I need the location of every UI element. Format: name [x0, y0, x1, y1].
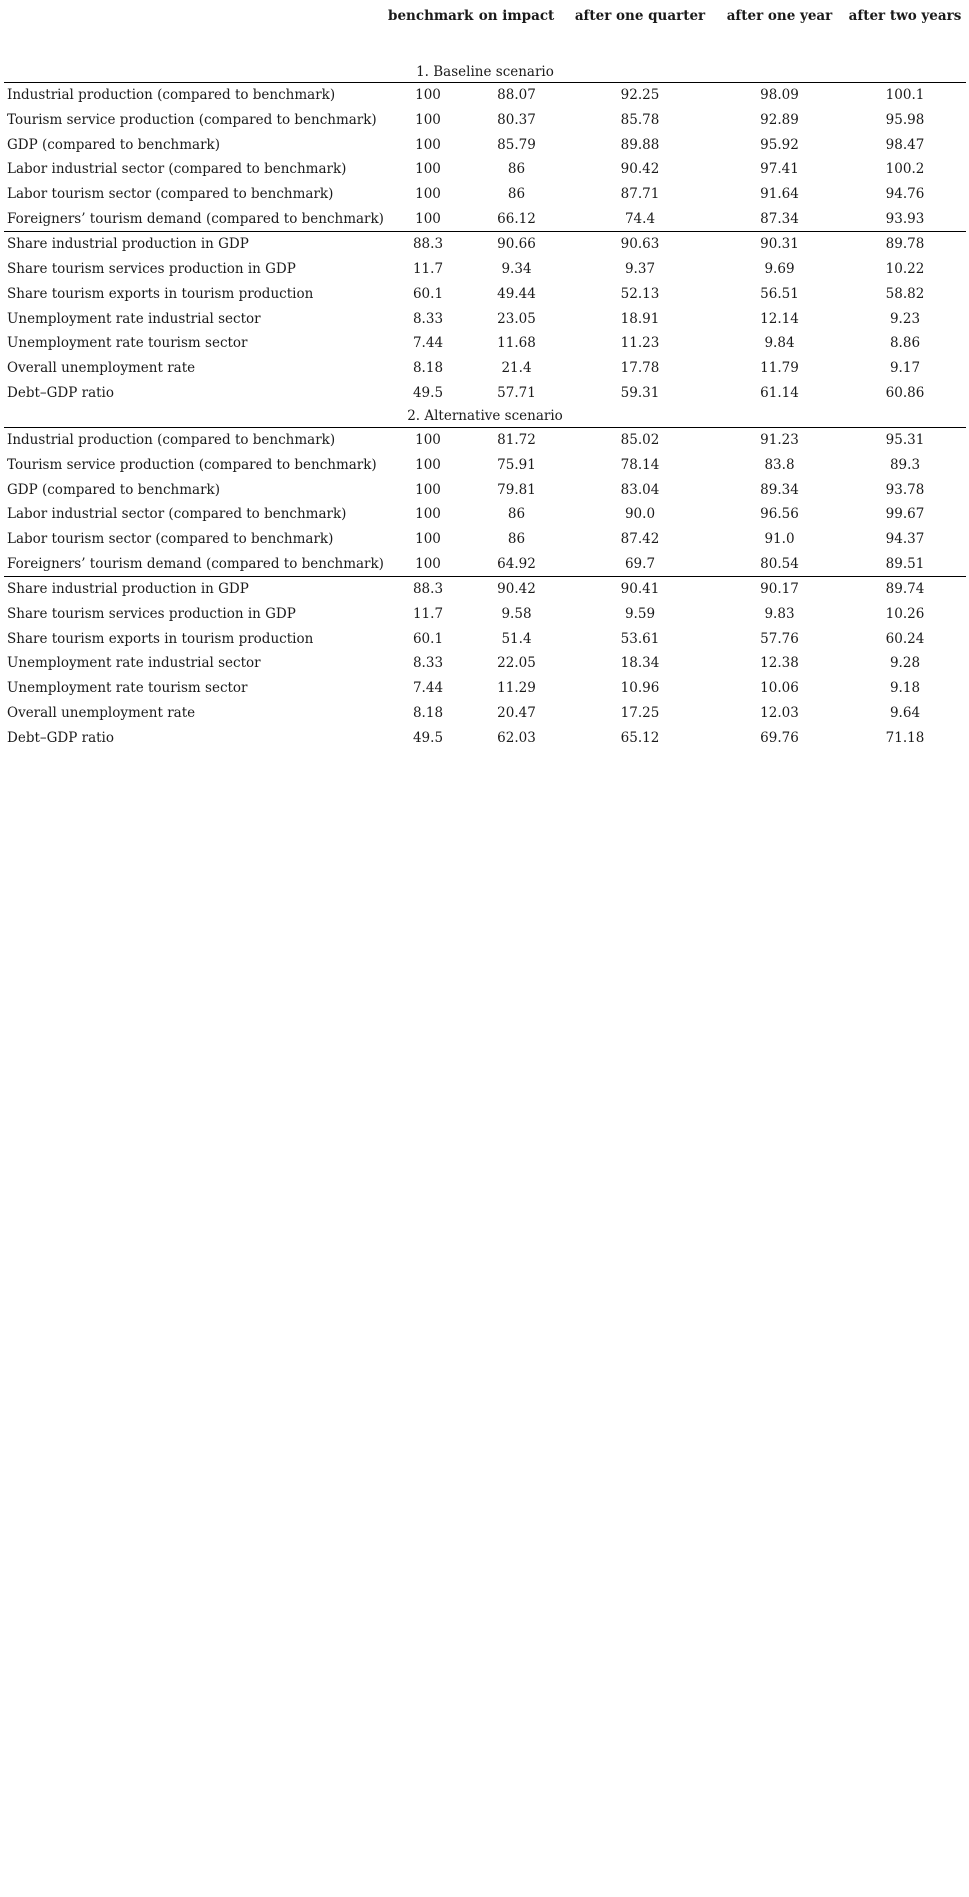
- cell-after-one-quarter: 90.41: [620, 581, 660, 598]
- table-row: [4, 427, 966, 452]
- cell-after-two-years: 10.26: [885, 606, 925, 623]
- cell-benchmark: 100: [415, 161, 441, 178]
- cell-benchmark: 8.33: [412, 655, 444, 672]
- column-header-label: [4, 4, 388, 32]
- cell-after-one-quarter: 85.78: [620, 112, 660, 129]
- row-label: Tourism service production (compared to benchmark): [7, 456, 377, 473]
- table-row: [4, 157, 966, 182]
- cell-after-one-year: 11.79: [760, 359, 799, 376]
- cell-after-one-quarter: 18.91: [620, 310, 660, 327]
- cell-after-two-years: 9.23: [889, 310, 921, 327]
- scenario-title: 2. Alternative scenario: [4, 405, 966, 428]
- table-row: [4, 676, 966, 701]
- cell-on-impact: 75.91: [497, 456, 536, 473]
- cell-after-one-quarter: 87.42: [620, 531, 660, 548]
- cell-after-one-quarter: 17.78: [620, 359, 660, 376]
- scenario-title: 1. Baseline scenario: [4, 62, 966, 83]
- cell-on-impact: 86: [507, 531, 526, 548]
- row-label: Unemployment rate tourism sector: [7, 335, 248, 352]
- cell-after-one-quarter: 59.31: [620, 384, 660, 401]
- cell-after-two-years: 93.93: [844, 206, 966, 231]
- cell-after-two-years: 71.18: [885, 729, 925, 746]
- cell-benchmark: 49.5: [412, 729, 444, 746]
- cell-after-two-years: 89.51: [844, 551, 966, 576]
- row-label: Share industrial production in GDP: [7, 236, 249, 253]
- table-row: [4, 651, 966, 676]
- row-label: Share industrial production in GDP: [7, 581, 249, 598]
- table-row: [4, 331, 966, 356]
- cell-on-impact: 57.71: [497, 384, 536, 401]
- cell-after-two-years: 100.1: [885, 87, 925, 104]
- cell-after-one-year: 98.09: [760, 87, 799, 104]
- cell-on-impact: 81.72: [497, 432, 536, 449]
- row-label: Foreigners’ tourism demand (compared to benchmark): [4, 206, 388, 231]
- cell-on-impact: 11.68: [497, 335, 536, 352]
- cell-on-impact: 64.92: [468, 551, 565, 576]
- column-header-benchmark: benchmark: [388, 8, 474, 24]
- cell-on-impact: 88.07: [497, 87, 536, 104]
- cell-after-two-years: 9.64: [889, 704, 921, 721]
- column-header-on-impact: on impact: [478, 8, 555, 24]
- row-label: Foreigners’ tourism demand (compared to benchmark): [4, 551, 388, 576]
- table-row: [4, 502, 966, 527]
- table-row: [4, 527, 966, 552]
- row-label: Labor tourism sector (compared to benchmark): [7, 186, 334, 203]
- cell-on-impact: 79.81: [497, 481, 536, 498]
- cell-after-two-years: 60.86: [885, 384, 925, 401]
- table-row: [4, 477, 966, 502]
- cell-after-one-quarter: 87.71: [620, 186, 660, 203]
- cell-after-two-years: 58.82: [885, 285, 925, 302]
- cell-after-one-quarter: 78.14: [620, 456, 660, 473]
- cell-on-impact: 86: [507, 161, 526, 178]
- table-row: [4, 83, 966, 108]
- cell-after-one-quarter: 85.02: [620, 432, 660, 449]
- cell-after-one-quarter: 92.25: [620, 87, 660, 104]
- cell-after-one-quarter: 9.59: [624, 606, 656, 623]
- table-row: [4, 306, 966, 331]
- table-row: [4, 356, 966, 381]
- cell-benchmark: 88.3: [412, 581, 444, 598]
- cell-benchmark: 7.44: [412, 335, 444, 352]
- cell-after-two-years: 9.17: [889, 359, 921, 376]
- cell-after-one-year: 97.41: [760, 161, 799, 178]
- cell-after-one-quarter: 18.34: [620, 655, 660, 672]
- cell-after-one-quarter: 83.04: [620, 481, 660, 498]
- cell-on-impact: 90.42: [497, 581, 536, 598]
- row-label: Unemployment rate industrial sector: [7, 655, 261, 672]
- cell-benchmark: 11.7: [412, 261, 444, 278]
- cell-on-impact: 21.4: [501, 359, 532, 376]
- row-label: Share tourism exports in tourism production: [7, 630, 314, 647]
- cell-after-two-years: 99.67: [885, 506, 925, 523]
- cell-after-one-year: 90.17: [760, 581, 799, 598]
- cell-after-one-year: 56.51: [760, 285, 799, 302]
- cell-benchmark: 60.1: [412, 285, 444, 302]
- cell-after-two-years: 98.47: [885, 136, 925, 153]
- cell-after-two-years: 89.3: [889, 456, 921, 473]
- cell-after-one-quarter: 52.13: [620, 285, 660, 302]
- cell-after-one-quarter: 11.23: [620, 335, 660, 352]
- cell-benchmark: 100: [415, 432, 441, 449]
- table-row: [4, 232, 966, 257]
- cell-after-two-years: 94.76: [885, 186, 925, 203]
- cell-after-two-years: 100.2: [885, 161, 925, 178]
- cell-after-two-years: 94.37: [885, 531, 925, 548]
- cell-after-one-year: 91.0: [764, 531, 795, 548]
- row-label: Overall unemployment rate: [7, 704, 196, 721]
- table-row: [4, 206, 966, 231]
- cell-after-two-years: 95.98: [885, 112, 925, 129]
- cell-after-two-years: 8.86: [889, 335, 921, 352]
- row-label: Share tourism services production in GDP: [7, 606, 296, 623]
- cell-benchmark: 8.18: [412, 704, 444, 721]
- table-row: [4, 182, 966, 207]
- cell-benchmark: 8.33: [412, 310, 444, 327]
- cell-benchmark: 100: [415, 112, 441, 129]
- table-row: [4, 108, 966, 133]
- cell-after-one-quarter: 90.63: [620, 236, 660, 253]
- row-label: Overall unemployment rate: [7, 359, 196, 376]
- cell-after-one-quarter: 89.88: [620, 136, 660, 153]
- table-row: [4, 701, 966, 726]
- table-row: [4, 626, 966, 651]
- column-header-after-one-quarter: after one quarter: [574, 8, 706, 24]
- row-label: Share tourism services production in GDP: [7, 261, 296, 278]
- results-table-container: [4, 4, 966, 750]
- cell-after-one-quarter: 53.61: [620, 630, 660, 647]
- cell-benchmark: 100: [415, 481, 441, 498]
- table-row: [4, 602, 966, 627]
- cell-after-one-year: 80.54: [715, 551, 844, 576]
- table-row: [4, 725, 966, 750]
- cell-after-one-year: 12.03: [760, 704, 799, 721]
- cell-after-two-years: 89.78: [885, 236, 925, 253]
- cell-on-impact: 11.29: [497, 680, 536, 697]
- cell-on-impact: 23.05: [497, 310, 536, 327]
- table-row: [4, 380, 966, 405]
- cell-on-impact: 86: [507, 186, 526, 203]
- cell-on-impact: 51.4: [501, 630, 532, 647]
- cell-after-one-quarter: 17.25: [620, 704, 660, 721]
- cell-benchmark: 11.7: [412, 606, 444, 623]
- cell-on-impact: 20.47: [497, 704, 536, 721]
- cell-on-impact: 66.12: [468, 206, 565, 231]
- row-label: Tourism service production (compared to benchmark): [7, 112, 377, 129]
- table-body: [4, 32, 966, 750]
- row-label: Industrial production (compared to benchmark): [7, 87, 336, 104]
- row-label: Labor tourism sector (compared to benchmark): [7, 531, 334, 548]
- cell-benchmark: 100: [388, 551, 468, 576]
- column-header-after-two-years: after two years: [848, 8, 962, 24]
- cell-on-impact: 86: [507, 506, 526, 523]
- cell-benchmark: 100: [415, 456, 441, 473]
- cell-on-impact: 85.79: [497, 136, 536, 153]
- cell-after-one-quarter: 10.96: [620, 680, 660, 697]
- cell-on-impact: 80.37: [497, 112, 536, 129]
- cell-after-one-year: 9.84: [764, 335, 795, 352]
- cell-after-one-quarter: 69.7: [565, 551, 715, 576]
- cell-after-one-year: 87.34: [715, 206, 844, 231]
- row-label: Unemployment rate tourism sector: [7, 680, 248, 697]
- column-header-row: [4, 4, 966, 32]
- cell-after-one-quarter: 74.4: [565, 206, 715, 231]
- row-label: GDP (compared to benchmark): [7, 481, 220, 498]
- scenario-header-row: [4, 62, 966, 83]
- cell-after-one-quarter: 90.0: [624, 506, 656, 523]
- cell-after-one-year: 12.14: [760, 310, 799, 327]
- cell-after-one-year: 10.06: [760, 680, 799, 697]
- row-label: Industrial production (compared to benchmark): [7, 432, 336, 449]
- cell-on-impact: 90.66: [497, 236, 536, 253]
- cell-after-one-year: 9.83: [764, 606, 795, 623]
- row-label: Unemployment rate industrial sector: [7, 310, 261, 327]
- cell-after-one-year: 9.69: [764, 261, 795, 278]
- cell-on-impact: 62.03: [497, 729, 536, 746]
- scenario-header-row: [4, 405, 966, 428]
- cell-after-one-quarter: 65.12: [620, 729, 660, 746]
- cell-after-one-year: 91.23: [760, 432, 799, 449]
- cell-after-one-year: 61.14: [760, 384, 799, 401]
- cell-after-one-year: 83.8: [764, 456, 795, 473]
- row-label: Share tourism exports in tourism production: [7, 285, 314, 302]
- cell-benchmark: 100: [415, 531, 441, 548]
- cell-on-impact: 9.34: [501, 261, 532, 278]
- cell-after-one-year: 89.34: [760, 481, 799, 498]
- cell-benchmark: 100: [388, 206, 468, 231]
- cell-benchmark: 60.1: [412, 630, 444, 647]
- cell-after-one-year: 57.76: [760, 630, 799, 647]
- cell-after-two-years: 9.18: [889, 680, 921, 697]
- cell-benchmark: 49.5: [412, 384, 444, 401]
- cell-after-one-year: 69.76: [760, 729, 799, 746]
- table-row: [4, 282, 966, 307]
- results-table: [4, 4, 966, 750]
- table-row: [4, 453, 966, 478]
- cell-benchmark: 8.18: [412, 359, 444, 376]
- column-header-after-one-year: after one year: [726, 8, 833, 24]
- row-label: Debt–GDP ratio: [7, 729, 114, 746]
- cell-after-two-years: 93.78: [885, 481, 925, 498]
- cell-after-one-year: 91.64: [760, 186, 799, 203]
- cell-after-one-year: 92.89: [760, 112, 799, 129]
- cell-after-two-years: 95.31: [885, 432, 925, 449]
- cell-benchmark: 100: [415, 87, 441, 104]
- row-label: Debt–GDP ratio: [7, 384, 114, 401]
- table-row: [4, 257, 966, 282]
- row-label: Labor industrial sector (compared to benchmark): [7, 161, 347, 178]
- cell-benchmark: 100: [415, 186, 441, 203]
- header-spacer: [4, 32, 966, 62]
- row-label: Labor industrial sector (compared to benchmark): [7, 506, 347, 523]
- cell-benchmark: 88.3: [412, 236, 444, 253]
- cell-after-two-years: 9.28: [889, 655, 921, 672]
- cell-benchmark: 7.44: [412, 680, 444, 697]
- cell-benchmark: 100: [415, 506, 441, 523]
- cell-after-one-year: 96.56: [760, 506, 799, 523]
- cell-after-one-year: 90.31: [760, 236, 799, 253]
- cell-on-impact: 9.58: [501, 606, 532, 623]
- cell-after-one-year: 95.92: [760, 136, 799, 153]
- cell-on-impact: 49.44: [497, 285, 536, 302]
- cell-benchmark: 100: [415, 136, 441, 153]
- table-row: [4, 132, 966, 157]
- cell-after-one-quarter: 9.37: [624, 261, 656, 278]
- cell-after-one-quarter: 90.42: [620, 161, 660, 178]
- cell-after-two-years: 10.22: [885, 261, 925, 278]
- cell-after-two-years: 60.24: [885, 630, 925, 647]
- cell-on-impact: 22.05: [497, 655, 536, 672]
- cell-after-one-year: 12.38: [760, 655, 799, 672]
- cell-after-two-years: 89.74: [885, 581, 925, 598]
- table-row: [4, 577, 966, 602]
- row-label: GDP (compared to benchmark): [7, 136, 220, 153]
- table-row: [4, 551, 966, 576]
